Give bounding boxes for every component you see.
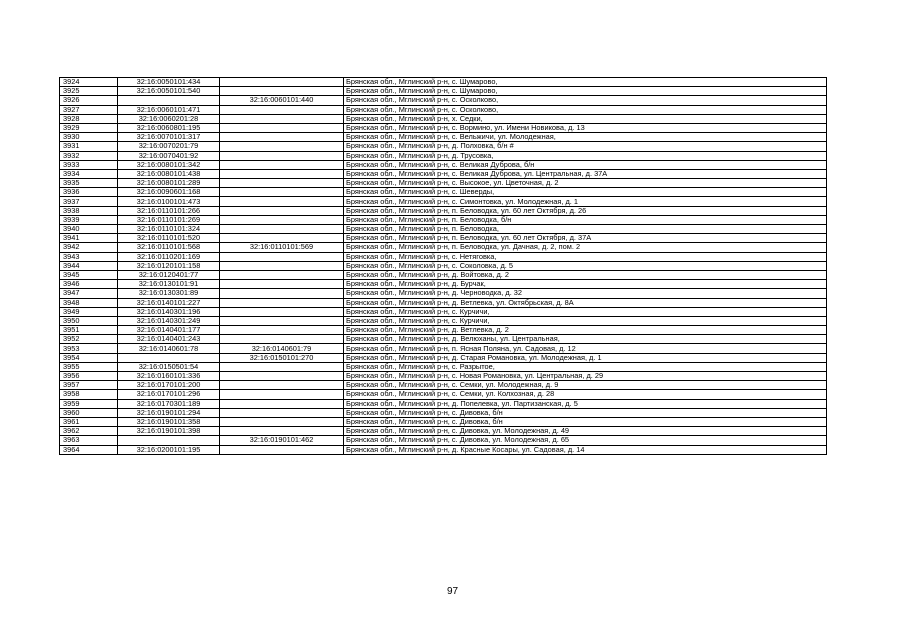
address-cell: Брянская обл., Мглинский р-н, д. Войтовка, д. 2: [344, 270, 827, 279]
table-row: [60, 381, 827, 390]
cadastral-number-alt-cell: [220, 280, 344, 289]
address-cell: Брянская обл., Мглинский р-н, с. Великая Дуброва, ул. Центральная, д. 37А: [344, 169, 827, 178]
cadastral-number-cell: 32:16:0200101:195: [118, 445, 220, 454]
row-number-cell: 3958: [60, 390, 118, 399]
row-number-cell: 3940: [60, 225, 118, 234]
cadastral-number-cell: 32:16:0110101:324: [118, 225, 220, 234]
table-row: [60, 436, 827, 445]
cadastral-number-alt-cell: [220, 78, 344, 87]
table-row: [60, 390, 827, 399]
address-cell: Брянская обл., Мглинский р-н, с. Курчичи,: [344, 307, 827, 316]
address-cell: Брянская обл., Мглинский р-н, с. Дивовка, ул. Молодежная, д. 49: [344, 427, 827, 436]
address-cell: Брянская обл., Мглинский р-н, д. Ветлевка, ул. Октябрьская, д. 8А: [344, 298, 827, 307]
address-cell: Брянская обл., Мглинский р-н, п. Беловодка, ул. 60 лет Октября, д. 37А: [344, 234, 827, 243]
address-cell: Брянская обл., Мглинский р-н, д. Попелевка, ул. Партизанская, д. 5: [344, 399, 827, 408]
cadastral-number-alt-cell: [220, 151, 344, 160]
cadastral-number-cell: 32:16:0100101:473: [118, 197, 220, 206]
row-number-cell: 3950: [60, 316, 118, 325]
table-row: [60, 225, 827, 234]
cadastral-number-cell: 32:16:0170301:189: [118, 399, 220, 408]
row-number-cell: 3926: [60, 96, 118, 105]
row-number-cell: 3947: [60, 289, 118, 298]
address-cell: Брянская обл., Мглинский р-н, д. Красные Косары, ул. Садовая, д. 14: [344, 445, 827, 454]
row-number-cell: 3935: [60, 179, 118, 188]
row-number-cell: 3948: [60, 298, 118, 307]
row-number-cell: 3945: [60, 270, 118, 279]
cadastral-number-cell: 32:16:0090601:168: [118, 188, 220, 197]
cadastral-number-alt-cell: [220, 335, 344, 344]
row-number-cell: 3941: [60, 234, 118, 243]
row-number-cell: 3927: [60, 105, 118, 114]
table-row: [60, 105, 827, 114]
row-number-cell: 3957: [60, 381, 118, 390]
cadastral-number-cell: 32:16:0130301:89: [118, 289, 220, 298]
address-cell: Брянская обл., Мглинский р-н, с. Разрытое,: [344, 362, 827, 371]
address-cell: Брянская обл., Мглинский р-н, с. Шумарово,: [344, 78, 827, 87]
cadastral-number-cell: 32:16:0120401:77: [118, 270, 220, 279]
table-row: [60, 142, 827, 151]
row-number-cell: 3963: [60, 436, 118, 445]
row-number-cell: 3961: [60, 417, 118, 426]
cadastral-number-alt-cell: 32:16:0150101:270: [220, 353, 344, 362]
table-row: [60, 78, 827, 87]
cadastral-number-cell: 32:16:0070101:317: [118, 133, 220, 142]
address-cell: Брянская обл., Мглинский р-н, с. Семки, ул. Колхозная, д. 28: [344, 390, 827, 399]
row-number-cell: 3946: [60, 280, 118, 289]
cadastral-number-cell: [118, 353, 220, 362]
cadastral-number-alt-cell: 32:16:0060101:440: [220, 96, 344, 105]
cadastral-number-cell: [118, 96, 220, 105]
table-row: [60, 234, 827, 243]
table-row: [60, 362, 827, 371]
address-cell: Брянская обл., Мглинский р-н, п. Ясная Поляна, ул. Садовая, д. 12: [344, 344, 827, 353]
cadastral-number-alt-cell: [220, 225, 344, 234]
cadastral-number-cell: 32:16:0140301:249: [118, 316, 220, 325]
cadastral-number-cell: 32:16:0120101:158: [118, 261, 220, 270]
table-row: [60, 353, 827, 362]
table-row: [60, 408, 827, 417]
address-cell: Брянская обл., Мглинский р-н, с. Дивовка, б/н: [344, 417, 827, 426]
row-number-cell: 3942: [60, 243, 118, 252]
cadastral-number-cell: 32:16:0080101:289: [118, 179, 220, 188]
cadastral-number-cell: 32:16:0160101:336: [118, 372, 220, 381]
cadastral-number-alt-cell: [220, 326, 344, 335]
cadastral-number-cell: 32:16:0170101:200: [118, 381, 220, 390]
row-number-cell: 3937: [60, 197, 118, 206]
row-number-cell: 3954: [60, 353, 118, 362]
cadastral-number-alt-cell: [220, 417, 344, 426]
table-row: [60, 289, 827, 298]
address-cell: Брянская обл., Мглинский р-н, с. Шумарово,: [344, 87, 827, 96]
cadastral-number-alt-cell: [220, 142, 344, 151]
row-number-cell: 3964: [60, 445, 118, 454]
cadastral-number-alt-cell: [220, 289, 344, 298]
table-row: [60, 427, 827, 436]
cadastral-number-cell: 32:16:0110101:269: [118, 215, 220, 224]
page-number: 97: [446, 586, 459, 597]
cadastral-number-cell: 32:16:0080101:438: [118, 169, 220, 178]
table-row: [60, 335, 827, 344]
cadastral-number-alt-cell: [220, 445, 344, 454]
row-number-cell: 3925: [60, 87, 118, 96]
cadastral-number-alt-cell: [220, 316, 344, 325]
table-row: [60, 215, 827, 224]
address-cell: Брянская обл., Мглинский р-н, с. Нетяговка,: [344, 252, 827, 261]
row-number-cell: 3955: [60, 362, 118, 371]
cadastral-number-alt-cell: [220, 197, 344, 206]
table-row: [60, 188, 827, 197]
cadastral-number-alt-cell: [220, 169, 344, 178]
address-cell: Брянская обл., Мглинский р-н, с. Семки, ул. Молодежная, д. 9: [344, 381, 827, 390]
table-row: [60, 179, 827, 188]
cadastral-number-cell: 32:16:0070401:92: [118, 151, 220, 160]
address-cell: Брянская обл., Мглинский р-н, д. Велюханы, ул. Центральная,: [344, 335, 827, 344]
cadastral-number-alt-cell: [220, 105, 344, 114]
address-cell: Брянская обл., Мглинский р-н, п. Беловодка,: [344, 225, 827, 234]
row-number-cell: 3924: [60, 78, 118, 87]
cadastral-number-alt-cell: [220, 133, 344, 142]
cadastral-number-alt-cell: [220, 372, 344, 381]
cadastral-number-cell: 32:16:0140401:243: [118, 335, 220, 344]
cadastral-number-cell: 32:16:0170101:296: [118, 390, 220, 399]
cadastral-number-cell: 32:16:0140401:177: [118, 326, 220, 335]
cadastral-number-cell: 32:16:0110101:266: [118, 206, 220, 215]
table-row: [60, 114, 827, 123]
row-number-cell: 3944: [60, 261, 118, 270]
cadastral-number-cell: 32:16:0060801:195: [118, 123, 220, 132]
cadastral-number-alt-cell: [220, 123, 344, 132]
address-cell: Брянская обл., Мглинский р-н, х. Седки,: [344, 114, 827, 123]
row-number-cell: 3932: [60, 151, 118, 160]
row-number-cell: 3929: [60, 123, 118, 132]
cadastral-number-cell: 32:16:0070201:79: [118, 142, 220, 151]
address-cell: Брянская обл., Мглинский р-н, с. Великая Дуброва, б/н: [344, 160, 827, 169]
table-row: [60, 344, 827, 353]
cadastral-number-cell: 32:16:0110101:568: [118, 243, 220, 252]
row-number-cell: 3938: [60, 206, 118, 215]
cadastral-number-alt-cell: [220, 234, 344, 243]
table-body: [60, 78, 827, 455]
table-row: [60, 169, 827, 178]
address-cell: Брянская обл., Мглинский р-н, с. Осколково,: [344, 96, 827, 105]
table-row: [60, 206, 827, 215]
cadastral-number-cell: 32:16:0150501:54: [118, 362, 220, 371]
cadastral-number-cell: 32:16:0190101:294: [118, 408, 220, 417]
table-row: [60, 160, 827, 169]
address-cell: Брянская обл., Мглинский р-н, с. Курчичи,: [344, 316, 827, 325]
row-number-cell: 3953: [60, 344, 118, 353]
address-cell: Брянская обл., Мглинский р-н, п. Беловодка, ул. 60 лет Октября, д. 26: [344, 206, 827, 215]
table-row: [60, 399, 827, 408]
cadastral-number-alt-cell: [220, 270, 344, 279]
address-cell: Брянская обл., Мглинский р-н, с. Соколовка, д. 5: [344, 261, 827, 270]
row-number-cell: 3943: [60, 252, 118, 261]
row-number-cell: 3930: [60, 133, 118, 142]
cadastral-number-cell: 32:16:0140301:196: [118, 307, 220, 316]
cadastral-number-alt-cell: 32:16:0110101:569: [220, 243, 344, 252]
address-cell: Брянская обл., Мглинский р-н, с. Высокое, ул. Цветочная, д. 2: [344, 179, 827, 188]
table-row: [60, 261, 827, 270]
row-number-cell: 3933: [60, 160, 118, 169]
cadastral-number-alt-cell: 32:16:0140601:79: [220, 344, 344, 353]
table-row: [60, 270, 827, 279]
table-row: [60, 243, 827, 252]
cadastral-number-cell: 32:16:0140601:78: [118, 344, 220, 353]
cadastral-number-alt-cell: [220, 206, 344, 215]
address-cell: Брянская обл., Мглинский р-н, с. Шеверды,: [344, 188, 827, 197]
cadastral-number-alt-cell: [220, 298, 344, 307]
table-row: [60, 280, 827, 289]
cadastral-number-cell: 32:16:0080101:342: [118, 160, 220, 169]
cadastral-number-alt-cell: [220, 362, 344, 371]
cadastral-number-alt-cell: [220, 307, 344, 316]
table-row: [60, 372, 827, 381]
table-row: [60, 96, 827, 105]
cadastral-number-alt-cell: [220, 188, 344, 197]
row-number-cell: 3939: [60, 215, 118, 224]
row-number-cell: 3962: [60, 427, 118, 436]
cadastral-table: [59, 77, 827, 455]
table-row: [60, 123, 827, 132]
address-cell: Брянская обл., Мглинский р-н, п. Беловодка, ул. Дачная, д. 2, пом. 2: [344, 243, 827, 252]
row-number-cell: 3959: [60, 399, 118, 408]
row-number-cell: 3936: [60, 188, 118, 197]
row-number-cell: 3951: [60, 326, 118, 335]
row-number-cell: 3934: [60, 169, 118, 178]
address-cell: Брянская обл., Мглинский р-н, с. Дивовка, б/н: [344, 408, 827, 417]
cadastral-number-alt-cell: [220, 215, 344, 224]
address-cell: Брянская обл., Мглинский р-н, д. Черноводка, д. 32: [344, 289, 827, 298]
cadastral-number-alt-cell: [220, 381, 344, 390]
table-row: [60, 417, 827, 426]
address-cell: Брянская обл., Мглинский р-н, д. Бурчак,: [344, 280, 827, 289]
row-number-cell: 3949: [60, 307, 118, 316]
cadastral-number-alt-cell: [220, 160, 344, 169]
table-row: [60, 307, 827, 316]
address-cell: Брянская обл., Мглинский р-н, с. Дивовка, ул. Молодежная, д. 65: [344, 436, 827, 445]
cadastral-number-cell: 32:16:0140101:227: [118, 298, 220, 307]
cadastral-number-alt-cell: [220, 427, 344, 436]
address-cell: Брянская обл., Мглинский р-н, с. Вормино, ул. Имени Новикова, д. 13: [344, 123, 827, 132]
cadastral-number-cell: 32:16:0190101:358: [118, 417, 220, 426]
cadastral-number-cell: 32:16:0060201:28: [118, 114, 220, 123]
row-number-cell: 3928: [60, 114, 118, 123]
address-cell: Брянская обл., Мглинский р-н, д. Ветлевка, д. 2: [344, 326, 827, 335]
cadastral-number-alt-cell: [220, 87, 344, 96]
table-row: [60, 133, 827, 142]
row-number-cell: 3952: [60, 335, 118, 344]
cadastral-number-alt-cell: 32:16:0190101:462: [220, 436, 344, 445]
address-cell: Брянская обл., Мглинский р-н, п. Беловодка, б/н: [344, 215, 827, 224]
table-row: [60, 298, 827, 307]
cadastral-number-cell: 32:16:0050101:540: [118, 87, 220, 96]
cadastral-number-cell: 32:16:0110201:169: [118, 252, 220, 261]
cadastral-number-cell: [118, 436, 220, 445]
cadastral-number-cell: 32:16:0060101:471: [118, 105, 220, 114]
table-row: [60, 151, 827, 160]
table-row: [60, 445, 827, 454]
table-row: [60, 326, 827, 335]
cadastral-number-cell: 32:16:0190101:398: [118, 427, 220, 436]
row-number-cell: 3931: [60, 142, 118, 151]
table-row: [60, 87, 827, 96]
table-row: [60, 197, 827, 206]
cadastral-number-cell: 32:16:0050101:434: [118, 78, 220, 87]
cadastral-number-cell: 32:16:0130101:91: [118, 280, 220, 289]
address-cell: Брянская обл., Мглинский р-н, с. Вельжичи, ул. Молодежная,: [344, 133, 827, 142]
address-cell: Брянская обл., Мглинский р-н, с. Новая Романовка, ул. Центральная, д. 29: [344, 372, 827, 381]
cadastral-number-alt-cell: [220, 408, 344, 417]
address-cell: Брянская обл., Мглинский р-н, д. Трусовка,: [344, 151, 827, 160]
row-number-cell: 3960: [60, 408, 118, 417]
cadastral-number-alt-cell: [220, 114, 344, 123]
row-number-cell: 3956: [60, 372, 118, 381]
cadastral-number-alt-cell: [220, 252, 344, 261]
cadastral-number-alt-cell: [220, 399, 344, 408]
cadastral-number-cell: 32:16:0110101:520: [118, 234, 220, 243]
address-cell: Брянская обл., Мглинский р-н, с. Осколково,: [344, 105, 827, 114]
address-cell: Брянская обл., Мглинский р-н, д. Полховка, б/н #: [344, 142, 827, 151]
address-cell: Брянская обл., Мглинский р-н, д. Старая Романовка, ул. Молодежная, д. 1: [344, 353, 827, 362]
table-row: [60, 252, 827, 261]
cadastral-number-alt-cell: [220, 390, 344, 399]
address-cell: Брянская обл., Мглинский р-н, с. Симонтовка, ул. Молодежная, д. 1: [344, 197, 827, 206]
table-row: [60, 316, 827, 325]
cadastral-number-alt-cell: [220, 261, 344, 270]
cadastral-number-alt-cell: [220, 179, 344, 188]
